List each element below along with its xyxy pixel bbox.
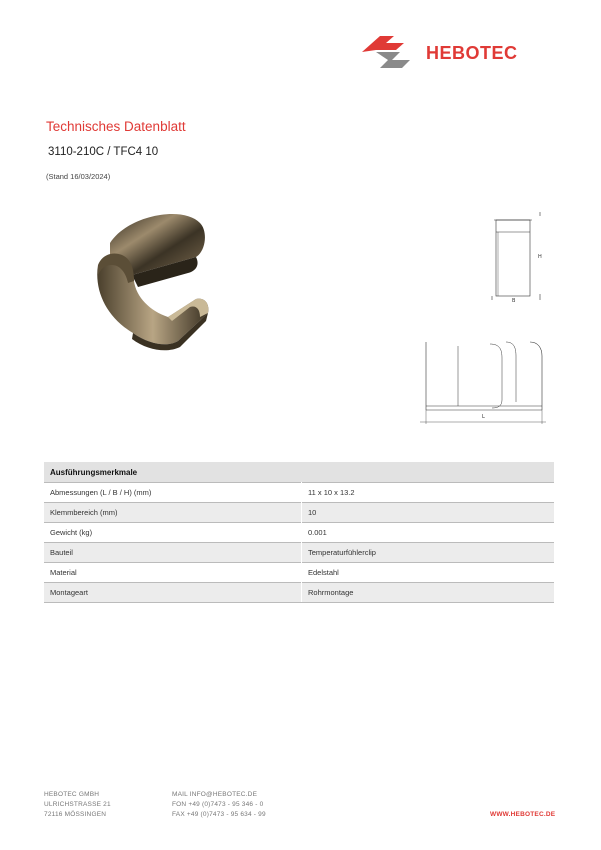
- dimension-height-label: H: [538, 254, 542, 260]
- page-title: Technisches Datenblatt: [46, 119, 186, 134]
- spec-value: 0.001: [302, 523, 555, 543]
- footer-city: 72116 MÖSSINGEN: [44, 811, 107, 818]
- spec-value: 10: [302, 503, 555, 523]
- footer-phone: FON +49 (0)7473 - 95 346 - 0: [172, 801, 264, 808]
- hebotec-mark-icon: [360, 34, 424, 70]
- footer-street: ULRICHSTRASSE 21: [44, 801, 111, 808]
- footer-website-link[interactable]: WWW.HEBOTEC.DE: [490, 811, 556, 818]
- technical-drawing-side: [418, 338, 553, 428]
- spec-table: [44, 462, 554, 603]
- spec-label: Material: [44, 563, 302, 583]
- footer-contact: [172, 790, 266, 820]
- product-image: [88, 205, 218, 355]
- brand-logo: [360, 34, 560, 70]
- product-code: 3110-210C / TFC4 10: [48, 146, 159, 158]
- table-row: [44, 583, 554, 603]
- dimension-width-label: B: [512, 298, 516, 304]
- table-row: [44, 483, 554, 503]
- table-row: [44, 503, 554, 523]
- spec-label: Montageart: [44, 583, 302, 603]
- spec-label: Bauteil: [44, 543, 302, 563]
- spec-value: Edelstahl: [302, 563, 555, 583]
- footer-mail[interactable]: MAIL INFO@HEBOTEC.DE: [172, 791, 258, 798]
- document-date: (Stand 16/03/2024): [46, 172, 111, 181]
- spec-value: 11 x 10 x 13.2: [302, 483, 555, 503]
- spec-value: Temperaturfühlerclip: [302, 543, 555, 563]
- table-row: [44, 563, 554, 583]
- spec-value: Rohrmontage: [302, 583, 555, 603]
- table-row: [44, 523, 554, 543]
- spec-label: Gewicht (kg): [44, 523, 302, 543]
- brand-name: HEBOTEC: [426, 43, 518, 63]
- technical-drawing-front: [488, 208, 548, 308]
- spec-label: Klemmbereich (mm): [44, 503, 302, 523]
- footer-company: [44, 790, 111, 820]
- footer-fax: FAX +49 (0)7473 - 95 634 - 99: [172, 811, 266, 818]
- table-row: [44, 543, 554, 563]
- footer-company-name: HEBOTEC GMBH: [44, 791, 100, 798]
- table-header: Ausführungsmerkmale: [44, 462, 554, 483]
- dimension-length-label: L: [482, 414, 485, 420]
- spec-label: Abmessungen (L / B / H) (mm): [44, 483, 302, 503]
